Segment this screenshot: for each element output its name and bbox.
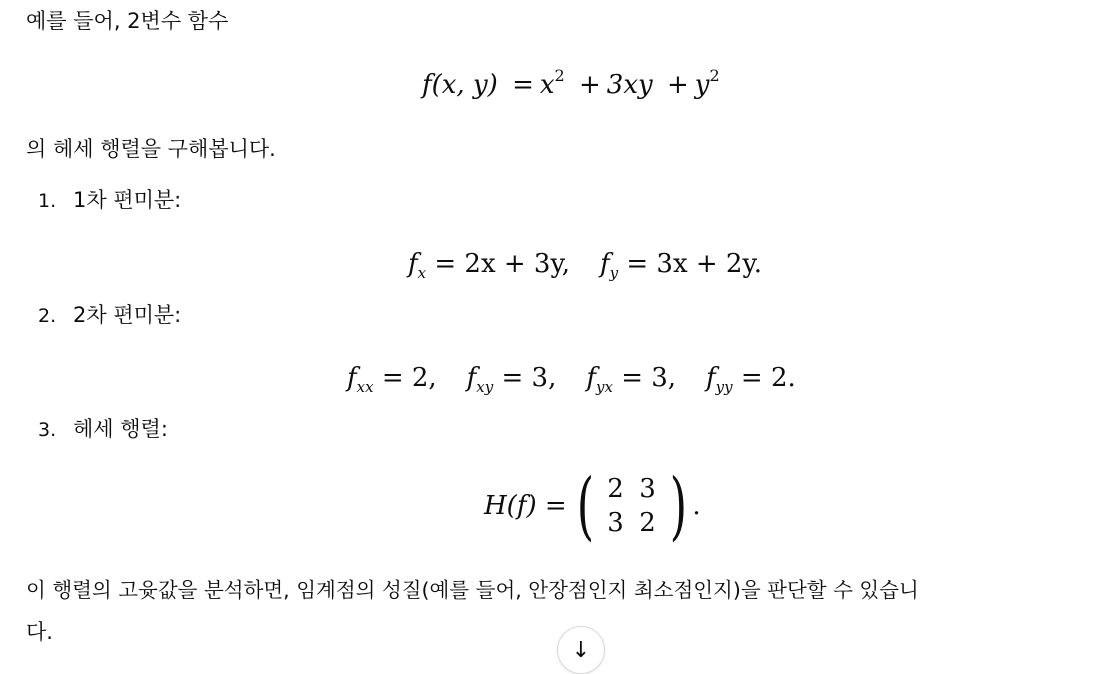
term-3xy: 3xy (606, 70, 653, 100)
fxy-rhs: = 3, (501, 363, 557, 393)
fyx-rhs: = 3, (621, 363, 677, 393)
hessian-intro-text: 의 헤세 행렬을 구해봅니다. (26, 137, 276, 161)
fxy-base: f (466, 363, 477, 393)
step-3-label: 헤세 행렬: (73, 417, 168, 441)
hessian-lhs: H(f) = (484, 491, 567, 521)
matrix-cell: 3 (607, 508, 624, 538)
matrix-cell: 2 (607, 474, 624, 504)
conclusion-line-1: 이 행렬의 고윳값을 분석하면, 임계점의 성질(예를 들어, 안장점인지 최소점인지)을 판단할 수 있습니 (26, 578, 919, 602)
right-paren: ) (669, 463, 687, 549)
fy-rhs: = 3x + 2y. (626, 249, 762, 279)
term-x: x (539, 70, 555, 100)
matrix-cell: 2 (639, 508, 656, 538)
first-partials-equation (408, 247, 762, 281)
fyy-base: f (706, 363, 716, 393)
step-2-label: 2차 편미분: (73, 303, 182, 327)
hessian-matrix-equation (484, 463, 701, 549)
conclusion-line-2: 다. (26, 620, 53, 644)
left-paren: ( (576, 463, 594, 549)
fy-sub: y (609, 264, 619, 282)
matrix-period: . (692, 491, 701, 521)
fxy-sub: xy (476, 378, 494, 396)
intro-text: 예를 들어, 2변수 함수 (26, 9, 229, 33)
fx-sub: x (417, 264, 427, 282)
fyx-sub: yx (595, 378, 613, 396)
step-1-label: 1차 편미분: (73, 188, 182, 212)
fxx-base: f (347, 363, 357, 393)
step-1-number: 1. (38, 190, 57, 212)
step-3-number: 3. (38, 419, 57, 441)
fxx-sub: xx (356, 378, 374, 396)
function-symbol: f (422, 70, 432, 100)
fyx-base: f (586, 363, 596, 393)
fy-base: f (599, 249, 610, 279)
fyy-sub: yy (715, 378, 733, 396)
fx-base: f (408, 249, 418, 279)
plus-sign: + (578, 70, 601, 100)
term-x-exponent: 2 (554, 66, 565, 85)
term-y: y (694, 70, 710, 100)
function-args: (x, y) (431, 70, 498, 100)
term-y-exponent: 2 (709, 66, 720, 85)
fyy-rhs: = 2. (740, 363, 796, 393)
function-equation (422, 68, 720, 102)
fxx-rhs: = 2, (381, 363, 437, 393)
step-2-number: 2. (38, 305, 57, 327)
matrix-grid (600, 472, 664, 540)
second-partials-equation (347, 361, 796, 395)
fx-rhs: = 2x + 3y, (434, 249, 570, 279)
plus-sign: + (666, 70, 689, 100)
equals-sign: = (512, 70, 534, 100)
arrow-down-icon: ↓ (571, 637, 591, 663)
matrix-cell: 3 (639, 474, 656, 504)
